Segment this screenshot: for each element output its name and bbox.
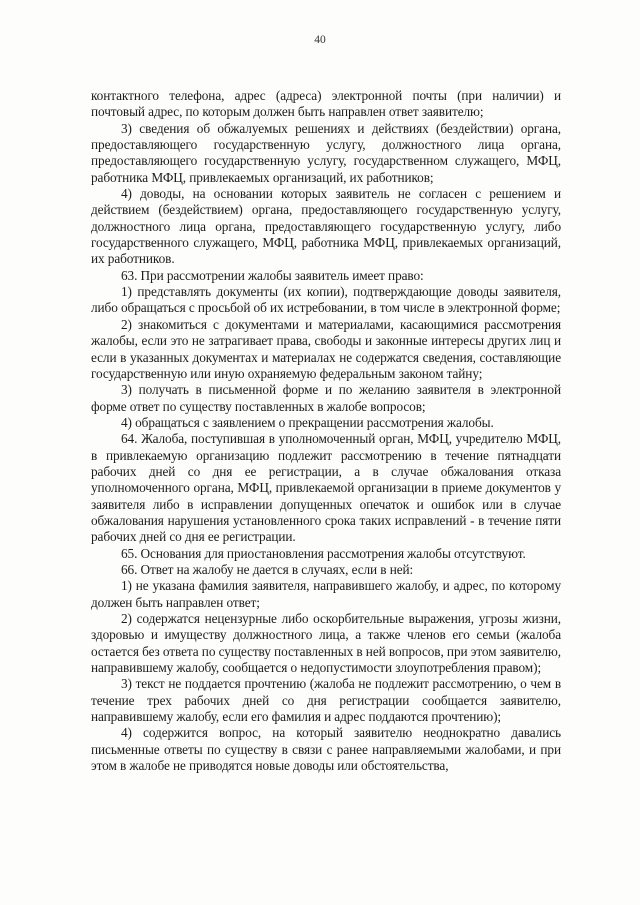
- paragraph-62-3: 3) сведения об обжалуемых решениях и действиях (бездействии) органа, предоставляющего государственную услугу, должностного лица органа, предоставляющего государственную услугу, государственном служащего, МФЦ, работника МФЦ, привлекаемых организаций, их работников;: [91, 120, 561, 185]
- paragraph-62-4: 4) доводы, на основании которых заявитель не согласен с решением и действием (бездействием) органа, предоставляющего государственную услугу, должностного лица органа, предоставляющего государственную услугу, либо государственного служащего, МФЦ, работника МФЦ, привлекаемых организаций, их работников.: [91, 186, 561, 267]
- paragraph-63-4: 4) обращаться с заявлением о прекращении рассмотрения жалобы.: [121, 414, 494, 430]
- paragraph-63: 63. При рассмотрении жалобы заявитель имеет право:: [121, 267, 424, 283]
- paragraph-63-2: 2) знакомиться с документами и материалами, касающимися рассмотрения жалобы, если это не затрагивает права, свободы и законные интересы других лиц и если в указанных документах и материалах не содержатся сведения, составляющие государственную или иную охраняемую федеральным законом тайну;: [91, 316, 561, 381]
- paragraph-continuation: контактного телефона, адрес (адреса) электронной почты (при наличии) и почтовый адрес, по которым должен быть направлен ответ заявителю;: [91, 88, 561, 120]
- paragraph-66-4: 4) содержится вопрос, на который заявителю неоднократно давались письменные ответы по существу в связи с ранее направляемыми жалобами, и при этом в жалобе не приводятся новые доводы или обстоятельства,: [91, 725, 561, 774]
- paragraph-66-2: 2) содержатся нецензурные либо оскорбительные выражения, угрозы жизни, здоровью и имуществу должностного лица, а также членов его семьи (жалоба остается без ответа по существу поставленных в ней вопросов, при этом заявителю, направившему жалобу, сообщается о недопустимости злоупотребления правом);: [91, 611, 561, 676]
- paragraph-66-1: 1) не указана фамилия заявителя, направившего жалобу, и адрес, по которому должен быть направлен ответ;: [91, 578, 561, 610]
- page-number: 40: [314, 34, 326, 46]
- paragraph-63-3: 3) получать в письменной форме и по желанию заявителя в электронной форме ответ по существу поставленных в жалобе вопросов;: [91, 382, 561, 414]
- paragraph-66: 66. Ответ на жалобу не дается в случаях, если в ней:: [121, 561, 414, 577]
- document-body: [91, 88, 561, 774]
- paragraph-66-3: 3) текст не поддается прочтению (жалоба не подлежит рассмотрению, о чем в течение трех рабочих дней со дня регистрации сообщается заявителю, направившему жалобу, если его фамилия и адрес поддаются прочтению);: [91, 676, 561, 725]
- paragraph-63-1: 1) представлять документы (их копии), подтверждающие доводы заявителя, либо обращаться с просьбой об их истребовании, в том числе в электронной форме;: [91, 284, 561, 316]
- paragraph-64: 64. Жалоба, поступившая в уполномоченный орган, МФЦ, учредителю МФЦ, в привлекаемую организацию подлежит рассмотрению в течение пятнадцати рабочих дней со дня ее регистрации, а в случае обжалования отказа уполномоченного органа, МФЦ, привлекаемой организации в приеме документов у заявителя либо в исправлении допущенных опечаток и ошибок или в случае обжалования нарушения установленного срока таких исправлений - в течение пяти рабочих дней со дня ее регистрации.: [91, 431, 561, 545]
- paragraph-65: 65. Основания для приостановления рассмотрения жалобы отсутствуют.: [121, 545, 526, 561]
